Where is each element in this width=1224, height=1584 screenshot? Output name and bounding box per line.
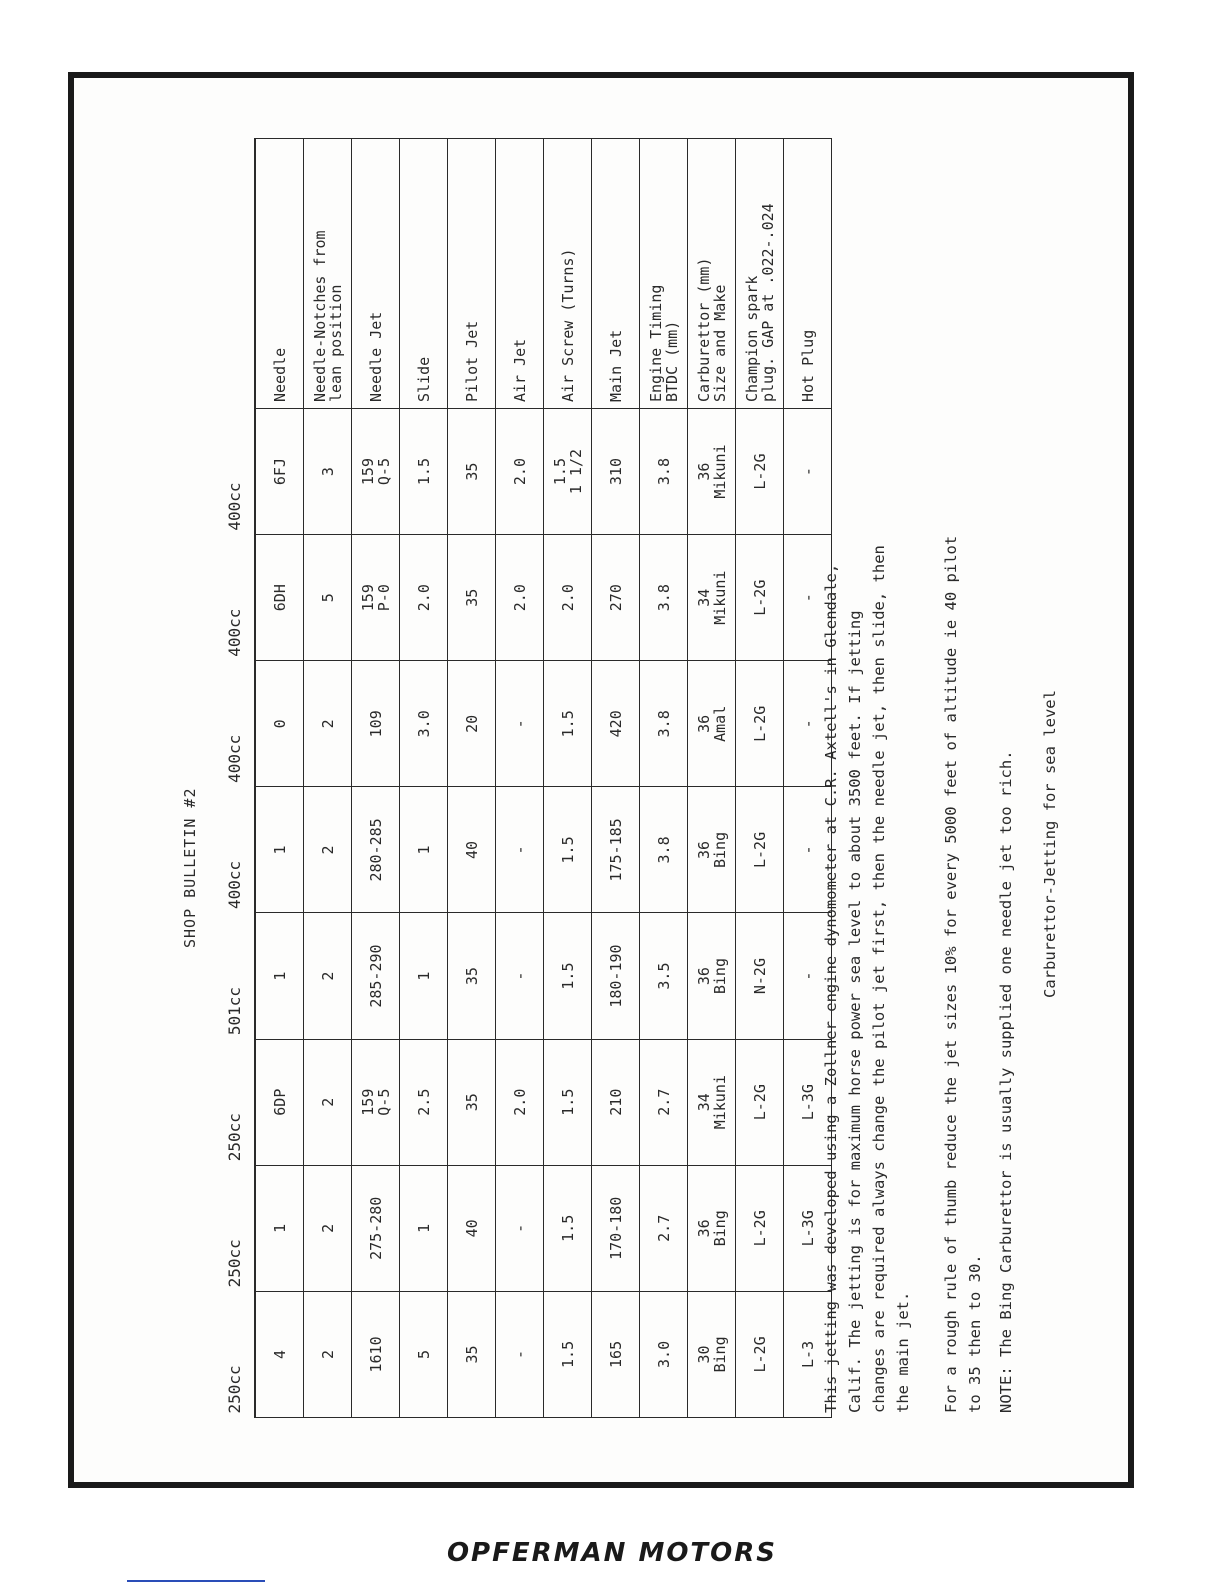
row-label: Pilot Jet — [448, 139, 496, 409]
table-cell: 2.0 — [496, 409, 544, 535]
table-cell: 170-180 — [592, 1165, 640, 1291]
table-cell: 1610 — [352, 1291, 400, 1417]
table-cell: 36 Bing — [688, 787, 736, 913]
table-cell: 3.8 — [640, 661, 688, 787]
row-label: Main Jet — [592, 139, 640, 409]
table-cell: L-2G — [736, 535, 784, 661]
table-cell: 3.5 — [640, 913, 688, 1039]
table-cell: 2.0 — [496, 535, 544, 661]
row-label: Air Jet — [496, 139, 544, 409]
table-cell: 3.8 — [640, 787, 688, 913]
table-cell: 36 Mikuni — [688, 409, 736, 535]
table-cell: 35 — [448, 1039, 496, 1165]
table-cell: L-3 — [784, 1291, 832, 1417]
table-cell: 280-285 — [352, 787, 400, 913]
table-cell: 1.5 — [544, 913, 592, 1039]
table-cell: 6FJ — [255, 409, 304, 535]
table-cell: 159 Q-5 — [352, 409, 400, 535]
table-cell: 36 Bing — [688, 1165, 736, 1291]
table-cell: L-3G — [784, 1039, 832, 1165]
row-label: Hot Plug — [784, 139, 832, 409]
table-cell: L-2G — [736, 409, 784, 535]
table-cell: 36 Bing — [688, 913, 736, 1039]
table-cell: 2.0 — [544, 535, 592, 661]
column-header: 250cc — [214, 1291, 255, 1417]
table-row — [496, 139, 544, 1418]
table-cell: 2 — [304, 1165, 352, 1291]
table-cell: L-2G — [736, 1039, 784, 1165]
row-label: Engine Timing BTDC (mm) — [640, 139, 688, 409]
table-row — [352, 139, 400, 1418]
table-cell: - — [496, 661, 544, 787]
column-header: 400cc — [214, 661, 255, 787]
table-cell: 2.7 — [640, 1039, 688, 1165]
table-cell: 2 — [304, 661, 352, 787]
table-row — [592, 139, 640, 1418]
table-cell: 34 Mikuni — [688, 1039, 736, 1165]
table-cell: 35 — [448, 913, 496, 1039]
table-cell: - — [784, 409, 832, 535]
table-cell: 270 — [592, 535, 640, 661]
table-cell: 1.5 — [400, 409, 448, 535]
table-cell: 159 P-0 — [352, 535, 400, 661]
table-cell: 1.5 — [544, 1291, 592, 1417]
table-row — [304, 139, 352, 1418]
table-cell: 6DP — [255, 1039, 304, 1165]
table-cell: 310 — [592, 409, 640, 535]
row-label: Slide — [400, 139, 448, 409]
document-frame — [68, 72, 1134, 1488]
table-cell: 1 — [400, 913, 448, 1039]
column-header: 250cc — [214, 1165, 255, 1291]
table-header-row — [214, 139, 255, 1418]
table-cell: 109 — [352, 661, 400, 787]
table-cell: 1 — [255, 913, 304, 1039]
table-cell: - — [496, 1165, 544, 1291]
table-cell: 35 — [448, 535, 496, 661]
table-cell: 159 Q-5 — [352, 1039, 400, 1165]
table-cell: 2 — [304, 1291, 352, 1417]
footer-link-underline — [127, 1580, 265, 1582]
table-cell: 4 — [255, 1291, 304, 1417]
table-cell: - — [496, 787, 544, 913]
row-label: Needle Jet — [352, 139, 400, 409]
table-cell: 35 — [448, 1291, 496, 1417]
jetting-table — [214, 138, 832, 1418]
table-cell: - — [496, 913, 544, 1039]
table-cell: 2.7 — [640, 1165, 688, 1291]
table-body — [255, 139, 832, 1418]
table-cell: 2 — [304, 787, 352, 913]
row-label: Champion spark plug. GAP at .022-.024 — [736, 139, 784, 409]
column-header: 501cc — [214, 913, 255, 1039]
table-cell: 1 — [255, 1165, 304, 1291]
table-cell: 1.5 — [544, 787, 592, 913]
table-cell: 165 — [592, 1291, 640, 1417]
table-cell: 3 — [304, 409, 352, 535]
table-cell: 5 — [400, 1291, 448, 1417]
table-cell: 3.0 — [400, 661, 448, 787]
paragraph-altitude-rule: For a rough rule of thumb reduce the jet sizes 10% for every 5000 feet of altitude ie 40 pilot to 35 then to 30. — [942, 535, 984, 1413]
table-cell: 275-280 — [352, 1165, 400, 1291]
table-cell: 34 Mikuni — [688, 535, 736, 661]
table-cell: 35 — [448, 409, 496, 535]
table-cell: 285-290 — [352, 913, 400, 1039]
table-cell: N-2G — [736, 913, 784, 1039]
row-label: Air Screw (Turns) — [544, 139, 592, 409]
row-label: Needle-Notches from lean position — [304, 139, 352, 409]
table-cell: - — [784, 787, 832, 913]
table-cell: 3.8 — [640, 535, 688, 661]
table-cell: - — [784, 661, 832, 787]
table-cell: 1.5 — [544, 661, 592, 787]
table-cell: 5 — [304, 535, 352, 661]
table-cell: 40 — [448, 787, 496, 913]
column-header: 400cc — [214, 535, 255, 661]
table-cell: 180-190 — [592, 913, 640, 1039]
table-cell: 210 — [592, 1039, 640, 1165]
table-cell: 175-185 — [592, 787, 640, 913]
table-row — [400, 139, 448, 1418]
table-cell: - — [784, 535, 832, 661]
row-label: Carburettor (mm) Size and Make — [688, 139, 736, 409]
table-row — [544, 139, 592, 1418]
table-cell: 420 — [592, 661, 640, 787]
table-cell: 3.8 — [640, 409, 688, 535]
table-cell: 20 — [448, 661, 496, 787]
table-cell: 1.5 — [544, 1165, 592, 1291]
rotated-page — [159, 158, 1159, 1468]
table-cell: 6DH — [255, 535, 304, 661]
table-cell: L-3G — [784, 1165, 832, 1291]
row-label: Needle — [255, 139, 304, 409]
table-row — [688, 139, 736, 1418]
table-cell: 36 Amal — [688, 661, 736, 787]
table-row — [255, 139, 304, 1418]
table-row — [736, 139, 784, 1418]
table-cell: 3.0 — [640, 1291, 688, 1417]
column-header-spacer — [214, 139, 255, 409]
note-bing: NOTE: The Bing Carburettor is usually supplied one needle jet too rich. — [997, 750, 1015, 1413]
table-cell: 2.0 — [400, 535, 448, 661]
table-cell: 1.5 — [544, 1039, 592, 1165]
paragraph-jetting-info: This jetting was developed using a Zollner engine dynomometer at C.R. Axtell's in Glendale, Calif. The jetting is for maximum horse power sea level to about 3500 feet. If jetting changes are required always change the pilot jet first, then the needle jet, then slide, then the main jet. — [822, 545, 912, 1413]
table-cell: 1 — [255, 787, 304, 913]
table-cell: 1 — [400, 1165, 448, 1291]
table-cell: 40 — [448, 1165, 496, 1291]
table-cell: - — [496, 1291, 544, 1417]
table-cell: 0 — [255, 661, 304, 787]
table-row — [640, 139, 688, 1418]
column-header: 400cc — [214, 787, 255, 913]
table-cell: 2 — [304, 1039, 352, 1165]
table-cell: - — [784, 913, 832, 1039]
table-cell: L-2G — [736, 787, 784, 913]
bulletin-title: SHOP BULLETIN #2 — [181, 787, 199, 948]
table-caption: Carburettor-Jetting for sea level — [1041, 690, 1059, 998]
column-header: 400cc — [214, 409, 255, 535]
brand-logo: OPFERMAN MOTORS — [446, 1538, 778, 1568]
table-cell: L-2G — [736, 1291, 784, 1417]
table-row — [448, 139, 496, 1418]
table-cell: 2 — [304, 913, 352, 1039]
table-cell: L-2G — [736, 1165, 784, 1291]
column-header: 250cc — [214, 1039, 255, 1165]
table-cell: 2.0 — [496, 1039, 544, 1165]
table-cell: 1 — [400, 787, 448, 913]
table-cell: 30 Bing — [688, 1291, 736, 1417]
table-cell: 2.5 — [400, 1039, 448, 1165]
table-cell: 1.5 1 1/2 — [544, 409, 592, 535]
table-cell: L-2G — [736, 661, 784, 787]
